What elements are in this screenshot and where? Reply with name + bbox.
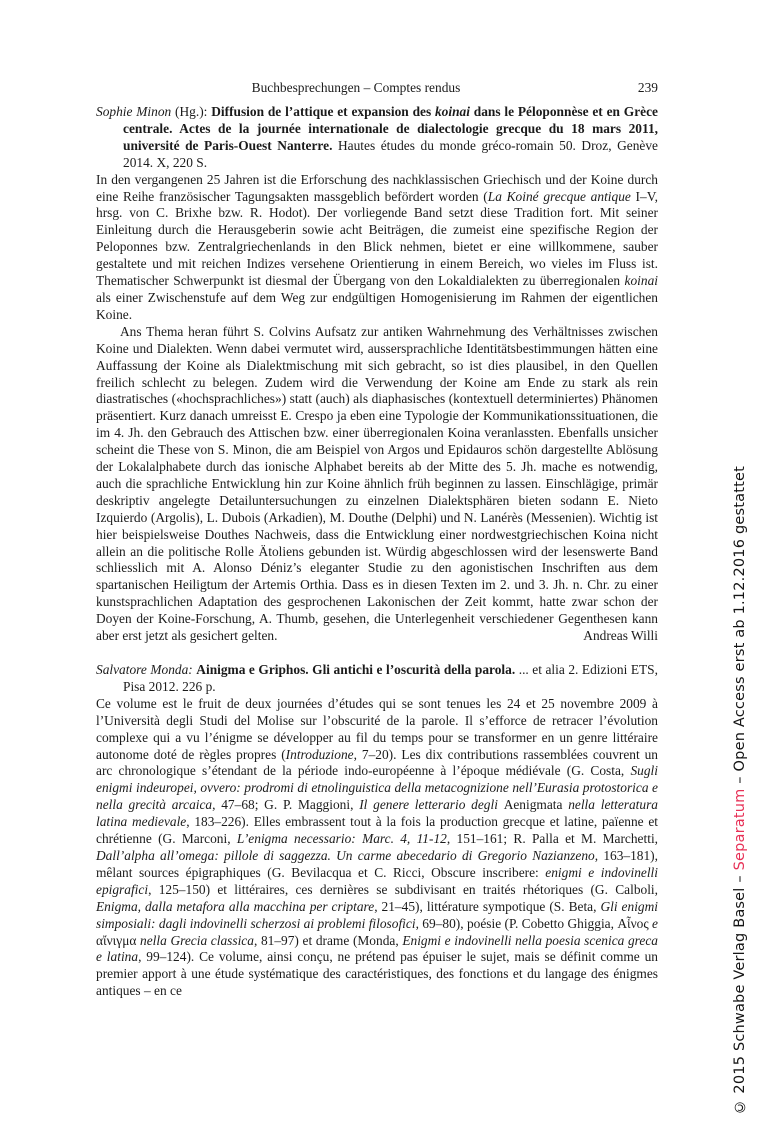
text-block [96,80,658,1000]
review-paragraph [96,696,658,1000]
text-segment: , 151–161; R. Palla et M. Marchetti, [446,831,659,847]
text-segment: – Open Access erst ab 1.12.2016 gestattet [732,466,748,789]
text-segment: Hautes études du monde gréco-romain 50. Droz, Genève 2014. X, 220 S. [123,137,658,170]
text-segment: Ainigma e Griphos. Gli antichi e l’oscurità della parola. [196,662,516,677]
text-segment: dans le Péloponnèse et en Grèce centrale. Actes de la journée internationale de dialectologie grecque du 18 mars 2011, université de Paris-Ouest Nanterre. [123,104,658,153]
text-segment: L’enigma necessario: Marc. 4, 11-12 [236,831,447,847]
text-segment: Introduzione [285,746,354,762]
text-segment: Salvatore Monda: [96,662,193,677]
text-segment: , 183–226). Elles embrassent tout à la fois la production grecque et latine, païenne et chrétienne (G. Marconi, [96,814,658,847]
text-segment: enigmi e indovinelli epigrafici [96,864,658,897]
text-segment: Aenigmata [503,797,563,813]
text-segment: , 99–124). Ce volume, ainsi conçu, ne prétend pas épuiser le sujet, mais se définit comme un premier apport à une étude systématique des caractéristiques, des fonctions et du langage des énigmes antiques – en ce [96,949,658,999]
text-segment: Il genere letterario degli [359,797,504,813]
review-heading [96,662,658,696]
running-head [96,80,658,97]
text-segment: Ce volume est le fruit de deux journées d’études qui se sont tenues les 24 et 25 novembre 2009 à l’Università degli Studi del Molise sur l’obscurité de la parole. Il s’efforce de retracer l’évolution complexe qui a vu l’énigme se développer au fil du temps pour se transformer en un genre littéraire autonome doté de règles propres ( [96,695,658,762]
text-segment: La Koiné grecque antique [487,188,631,204]
text-segment: , 163–181), mêlant sources épigraphiques (G. Bevilacqua et C. Ricci, Obscure inscribere: [96,847,658,880]
text-segment: e [652,915,658,931]
text-segment: ... et alia 2. Edizioni ETS, Pisa 2012. 226 p. [123,662,658,694]
text-segment: Enigmi e indovinelli nella poesia scenica greca e latina [96,932,658,965]
review-monda [96,662,658,1000]
review-paragraph [96,172,658,324]
text-segment: Enigma, dalla metafora alla macchina per criptare [96,898,375,914]
review-minon [96,104,658,645]
text-segment: Gli enigmi simposiali: dagli indovinelli scherzosi ai problemi filosofici [96,898,658,931]
text-segment: Dall’alpha all’omega: pillole di saggezza. Un carme abecedario di Gregorio Nazianzeno [96,847,595,863]
text-segment: , 125–150) et littéraires, ces dernières se subdivisant en traités rhétoriques (G. Calboli, [148,881,658,897]
text-segment: koinai [624,273,658,289]
text-segment: koinai [434,104,470,119]
text-segment: © 2015 Schwabe Verlag Basel – [732,870,748,1115]
text-segment: Sophie Minon [96,104,172,119]
text-segment: Diffusion de l’attique et expansion des [211,104,435,119]
copyright-sidebar [732,466,748,1115]
text-segment: , 7–20). Les dix contributions rassemblées couvrent un arc chronologique s’étendant de la période indo-européenne à l’époque médiévale (G. Costa, [96,746,659,779]
text-segment: (Hg.): [171,104,212,119]
text-segment: , 47–68; G. P. Maggioni, [212,797,360,813]
reviewer-signature: Andreas Willi [583,628,658,644]
text-segment: I–V, hrsg. von C. Brixhe bzw. R. Hodot). Der vorliegende Band setzt diese Tradition fort. Mit seiner Einleitung durch die Herausgeberin sowie acht Beiträgen, die zumeist eine spezifische Region der Peloponnes bzw. Zentralgriechenlands in den Blick nehmen, bietet er eine willkommene, sauber gestaltete und mit reichen Indizes versehene Orientierung in einem Bereich, wo vieles im Fluss ist. Thematischer Schwerpunkt ist diesmal der Übergang von den Lokaldialekten zu überregionalen [96,188,659,289]
text-segment: , 81–97) et drame (Monda, [253,932,403,948]
text-segment: In den vergangenen 25 Jahren ist die Erforschung des nachklassischen Griechisch und der Koine durch eine Reihe französischer Tagungsakten massgeblich befördert worden ( [96,171,658,204]
text-segment: , 69–80), poésie (P. Cobetto Ghiggia, Αἶνος [415,915,653,931]
page-number: 239 [637,80,658,95]
text-segment: Ans Thema heran führt S. Colvins Aufsatz zur antiken Wahrnehmung des Verhältnisses zwischen Koine und Dialekten. Wenn dabei vermutet wird, aussersprachliche Identitätsbestimmungen hätten eine Auffassung der Koine als Dialektmischung mit sich gebracht, so ist dies plausibel, in den Quellen freilich schlecht zu belegen. Zudem wird die Verwendung der Koine am Ende zu stark als rein diastratisches («hochsprachliches») statt (auch) als diaphasisches (kontextuell determiniertes) Phänomen präsentiert. Kurz danach umreisst E. Crespo ja eben eine Typologie der Kommunikationssituationen, die im 4. Jh. den Gebrauch des Attischen bzw. einer überregionalen Koina veranlassten. Ebenfalls unsicher scheint die These von S. Minon, die am Beispiel von Argos und Epidauros schön dargestellte Ablösung der Lokalalphabete durch das ionische Alphabet bereits ab der Mitte des 5. Jh. mache es notwendig, auch die sprachliche Entwicklung hin zur Koine ähnlich früh beginnen zu lassen. Einschlägige, primär deskriptiv angelegte Detailuntersuchungen zu einzelnen Dialektsphären bieten sodann E. Nieto Izquierdo (Argolis), L. Dubois (Arkadien), M. Douthe (Delphi) und N. Lanérès (Messenien). Wichtig ist hier beispielsweise Douthes Nachweis, dass die Entwicklung einer nordwestgriechischen Koina nicht allein an die politische Rolle Ätoliens gebunden ist. Würdig abgeschlossen wird der lesenswerte Band schliesslich mit A. Alonso Déniz’s eleganter Studie zu den agonistischen Inschriften aus dem spartanischen Heiligtum der Artemis Orthia. Dass es in diesen Texten im 2. und 3. Jh. n. Chr. zu einer kunstsprachlichen Adaptation des gesprochenen Lakonischen der Zeit kommt, hatte zwar schon der Doyen der Koine-Forschung, A. Thumb, gesehen, die Unterlegenheit verschiedener Gegenthesen kann aber erst jetzt als gesichert gelten. [96,323,658,644]
text-segment: αἴνιγμα [96,932,141,948]
running-head-title: Buchbesprechungen – Comptes rendus [251,80,461,95]
text-segment: nella letteratura latina medievale [96,797,658,830]
text-segment: Sugli enigmi indeuropei, ovvero: prodromi di etnolinguistica della metacognizione nell’Eurasia protostorica e nella grecità arcaica [96,763,658,813]
review-paragraph [96,324,658,645]
text-segment: nella Grecia classica [140,932,254,948]
text-segment: Separatum [732,788,748,871]
text-segment: als einer Zwischenstufe auf dem Weg zur endgültigen Homogenisierung im Rahmen der eigentlichen Koine. [96,289,658,322]
review-heading [96,104,658,172]
text-segment: , 21–45), littérature sympotique (S. Beta, [374,898,601,914]
